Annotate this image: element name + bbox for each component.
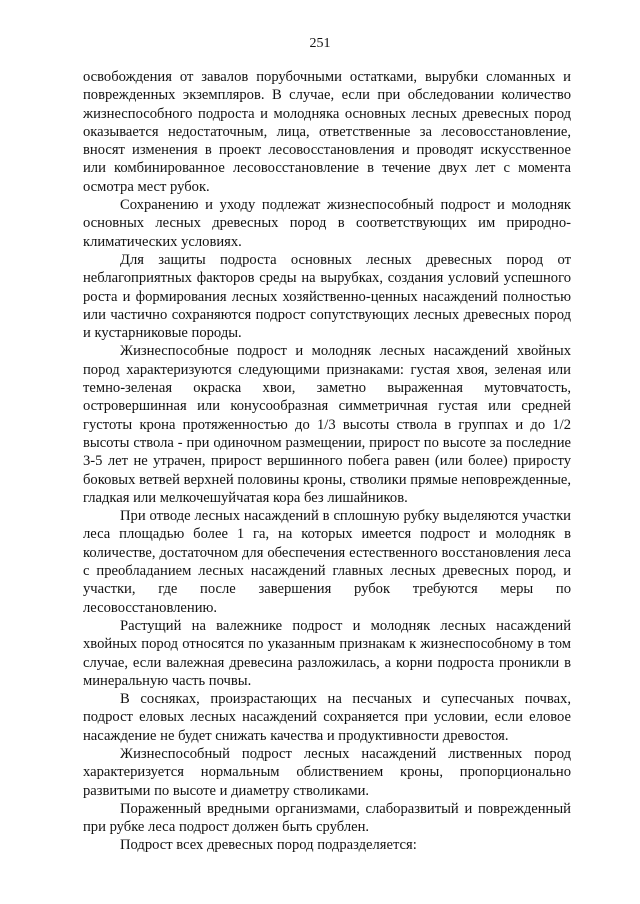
paragraph-1: освобождения от завалов порубочными остатками, вырубки сломанных и поврежденных экземпляров. В случае, если при обследовании количество жизнеспособного подроста и молодняка основных лесных древесных пород оказывается недостаточным, лица, ответственные за лесовосстановление, вносят изменения в проект лесовосстановления и проводят искусственное или комбинированное лесовосстановление в течение двух лет с момента осмотра мест рубок. [83,69,571,195]
paragraph-6: Растущий на валежнике подрост и молодняк лесных насаждений хвойных пород относятся по указанным признакам к жизнеспособному в том случае, если валежная древесина разложилась, а корни подроста проникли в минеральную часть почвы. [83,617,571,689]
paragraph-2: Сохранению и уходу подлежат жизнеспособный подрост и молодняк основных лесных древесных пород в соответствующих им природно-климатических условиях. [83,197,571,250]
paragraph-4: Жизнеспособные подрост и молодняк лесных насаждений хвойных пород характеризуются следующими признаками: густая хвоя, зеленая или темно-зеленая окраска хвои, заметно выраженная мутовчатость, островершинная или конусообразная симметричная густая или средней густоты крона протяженностью до 1/3 высоты ствола в группах и до 1/2 высоты ствола - при одиночном размещении, прирост по высоте за последние 3-5 лет не утрачен, прирост вершинного побега равен (или более) приросту боковых ветвей верхней половины кроны, стволики прямые неповрежденные, гладкая или мелкочешуйчатая кора без лишайников. [83,343,571,506]
paragraph-3: Для защиты подроста основных лесных древесных пород от неблагоприятных факторов среды на вырубках, создания условий успешного роста и формирования лесных хозяйственно-ценных насаждений полностью или частично сохраняются подрост сопутствующих лесных древесных пород и кустарниковые породы. [83,251,571,342]
document-body [83,68,571,855]
paragraph-10: Подрост всех древесных пород подразделяется: [120,837,417,854]
page-number: 251 [309,36,331,51]
paragraph-5: При отводе лесных насаждений в сплошную рубку выделяются участки леса площадью более 1 га, на которых имеется подрост и молодняк в количестве, достаточном для обеспечения естественного восстановления леса с преобладанием лесных насаждений главных лесных древесных пород, и участки, где после завершения рубок требуются меры по лесовосстановлению. [83,508,571,616]
paragraph-8: Жизнеспособный подрост лесных насаждений лиственных пород характеризуется нормальным облиствением кроны, пропорционально развитыми по высоте и диаметру стволиками. [83,745,571,799]
paragraph-9: Пораженный вредными организмами, слаборазвитый и поврежденный при рубке леса подрост должен быть срублен. [83,800,571,836]
paragraph-7: В сосняках, произрастающих на песчаных и супесчаных почвах, подрост еловых лесных насаждений сохраняется при условии, если еловое насаждение не будет снижать качества и продуктивности древостоя. [83,691,571,744]
